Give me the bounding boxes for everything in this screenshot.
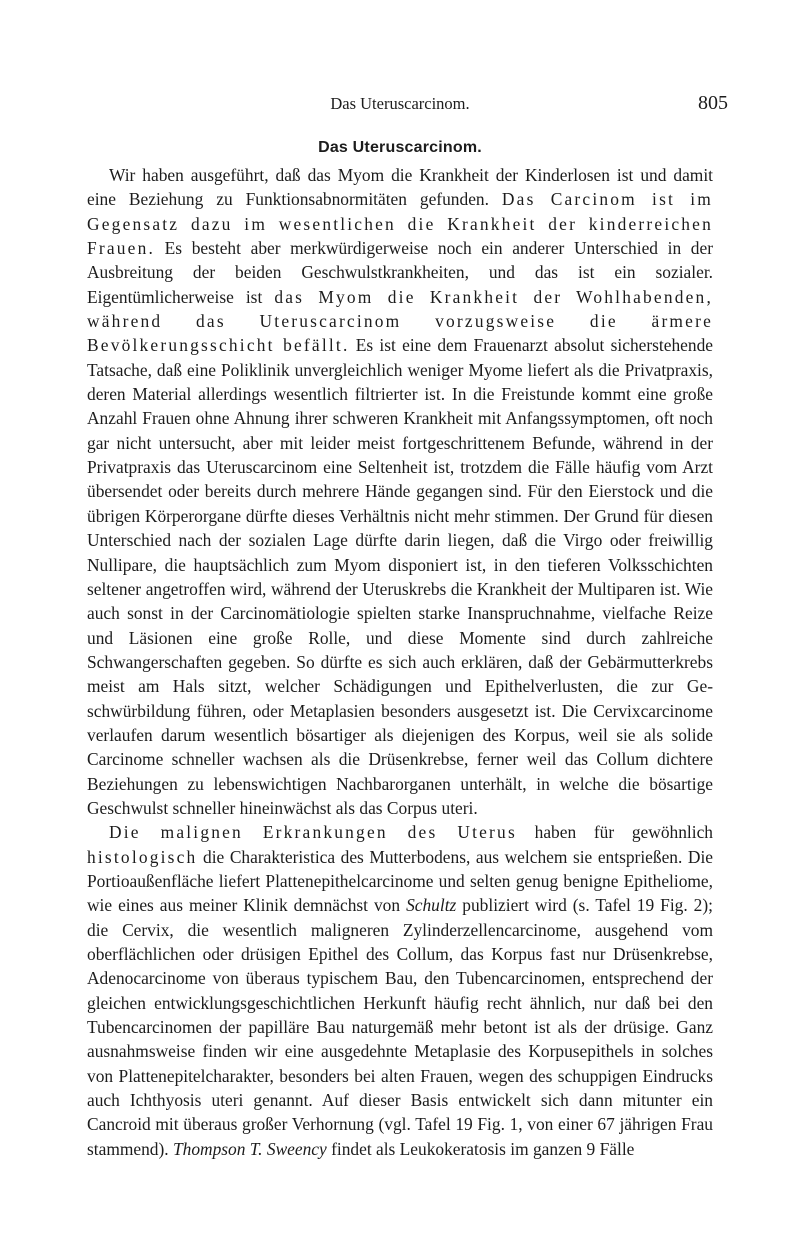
spaced-emphasis: Das Carcinom ist im Gegensatz dazu im wesentlichen die Krankheit der kinderreichen Frauen. (87, 189, 713, 259)
running-head-title: Das Uteruscarcinom. (330, 94, 470, 113)
text-run: publiziert wird (s. Tafel 19 Fig. 2); die Cervix, die wesentlich maligneren Zylinderzellencarcinome, ausgehend vom oberflächlichen oder drüsigen Epithel des Collum, das Korpus fast nur Drüsenkrebse, Adenocarcinome von überaus typischem Bau, den Tubencarcinomen, entsprechend der gleichen entwicklungsgeschichtlichen Herkunft häufig recht ähnlich, nur daß bei den Tubencarcinomen der papilläre Bau naturgemäß mehr betont ist als der drüsige. Ganz ausnahmsweise finden wir eine ausgedehnte Metaplasie des Korpusepithels in solches von Plattenepitelcharakter, besonders bei alten Frauen, wegen des schuppigen Eindrucks auch Ichthyosis uteri genannt. Auf dieser Basis entwickelt sich dann mitunter ein Cancroid mit überaus großer Verhornung (vgl. Tafel 19 Fig. 1, von einer 67 jährigen Frau stammend). (87, 895, 713, 1159)
text-run: die Charakteristica des Mutterbodens, aus welchem sie entsprießen. Die Portioaußenfläche liefert Plattenepithelcarcinome und selten genug benigne Epitheliome, wie eines aus meiner Klinik demnächst von (87, 846, 713, 916)
spaced-emphasis: histologisch (87, 846, 198, 867)
text-run: Es ist eine dem Frauenarzt absolut sicherstehende Tatsache, daß eine Poliklinik unvergleichlich weniger Myome liefert als die Privatpraxis, deren Material allerdings wesentlich filtrierter ist. In die Freistunde kommt eine große Anzahl Frauen ohne Ahnung ihrer schweren Krankheit mit Anfangssymptomen, oft noch gar nicht untersucht, aber mit leider meist fortgeschrittenem Befunde, während in der Privatpraxis das Uteruscarcinom eine Seltenheit ist, trotzdem die Fälle häufig vom Arzt übersendet oder bereits durch mehrere Hände gegangen sind. Für den Eierstock und die übrigen Körperorgane dürfte dieses Verhältnis nicht mehr stimmen. Der Grund für diesen Unterschied nach der sozialen Lage dürfte darin liegen, daß die Virgo oder freiwillig Nullipare, die hauptsächlich zum Myom disponiert ist, in den tieferen Volksschichten seltener angetroffen wird, während der Uteruskrebs die Krankheit der Multiparen ist. Wie auch sonst in der Carcinomätiologie spielten starke Inanspruchnahme, vielfache Reize und Läsionen eine große Rolle, und diese Momente sind durch zahlreiche Schwangerschaften gegeben. So dürfte es sich auch erklären, daß der Gebärmutterkrebs meist am Hals sitzt, welcher Schädigungen und Epithelverlusten, die zur Geschwürbildung führen, oder Metaplasien besonders ausgesetzt ist. Die Cervixcarcinome verlaufen darum wesentlich bösartiger als diejenigen des Korpus, weil sie als solide Carcinome schneller wachsen als die Drüsenkrebse, ferner weil das Collum dichtere Beziehungen zu lebenswichtigen Nachbarorganen unterhält, in welche die bösartige Geschwulst schneller hineinwächst als das Corpus uteri. (87, 335, 713, 818)
page-number: 805 (698, 92, 728, 114)
body-text (87, 163, 713, 1161)
paragraph-2 (87, 820, 713, 1161)
section-heading: Das Uteruscarcinom. (318, 139, 482, 156)
text-run: Wir haben ausgeführt, daß das Myom die Krankheit der Kinderlosen ist und damit eine Beziehung zu Funktionsabnormitäten gefunden. (87, 165, 713, 210)
text-run: haben für gewöhnlich (516, 822, 713, 843)
running-head (0, 94, 800, 120)
text-run: findet als Leukokeratosis im ganzen 9 Fälle (326, 1138, 635, 1159)
paragraph-1 (87, 163, 713, 820)
text-run: Es besteht aber merkwürdigerweise noch ein anderer Unterschied in der Ausbreitung der beiden Geschwulstkrankheiten, und das ist ein sozialer. Eigentümlicherweise ist (87, 238, 713, 307)
spaced-emphasis: das Myom die Krankheit der Wohlhabenden, während das Uteruscarcinom vorzugsweise die ärmere Bevölkerungsschicht befällt. (87, 286, 713, 356)
author-name: Thompson T. Sweency (172, 1138, 327, 1159)
author-name: Schultz (406, 895, 457, 916)
spaced-emphasis: Die malignen Erkrankungen des Uterus (109, 822, 517, 843)
